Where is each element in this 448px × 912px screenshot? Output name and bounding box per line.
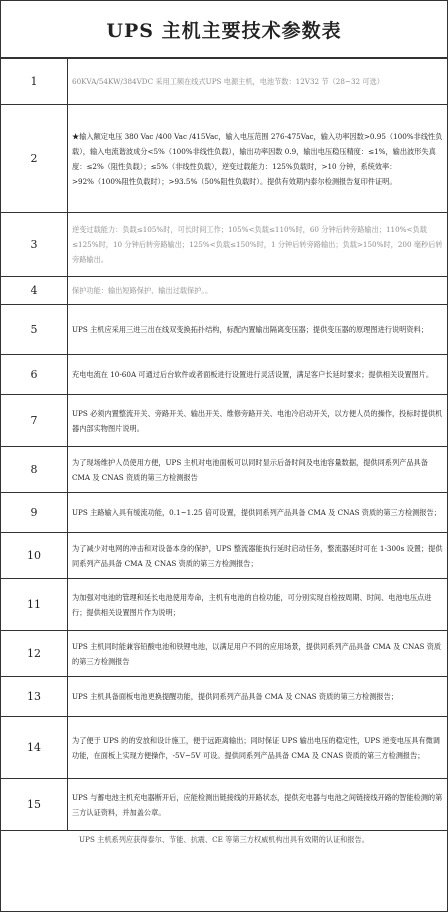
- row-spec-text: UPS 与蓄电池主机充电器断开后，应能检测出链接线的开路状态，提供充电器与电池之间链接线开路的智能检测的第三方认证资料，并加盖公章。: [68, 779, 448, 831]
- table-row: [1, 355, 447, 395]
- row-number: 6: [1, 355, 68, 395]
- table-row: [1, 631, 447, 677]
- table-row: [1, 579, 447, 631]
- row-spec-text: UPS 主机具备面板电池更换提醒功能，提供同系列产品具备 CMA 及 CNAS 资质的第三方检测报告；: [68, 677, 448, 717]
- row-number: 1: [1, 59, 68, 105]
- row-number: 14: [1, 717, 68, 779]
- row-spec-text: UPS 主路输入具有缓流功能，0.1~1.25 倍可设置，提供同系列产品具备 CMA 及 CNAS 资质的第三方检测报告；: [68, 493, 448, 533]
- row-spec-text: 为加强对电池的管理和延长电池使用寿命，主机有电池的自检功能，可分别实现自检按周期、时间、电池电压点进行；提供相关设置图片作为说明；: [68, 579, 448, 631]
- row-number: 5: [1, 305, 68, 355]
- table-row: [1, 677, 447, 717]
- row-spec-text: UPS 必须内置整流开关、旁路开关、输出开关、维修旁路开关、电池冷启动开关，以方便人员的操作，投标时提供机器内部实物图片说明。: [68, 395, 448, 447]
- table-row: [1, 395, 447, 447]
- page-title: UPS 主机主要技术参数表: [1, 1, 447, 58]
- table-row: [1, 59, 447, 105]
- table-row: [1, 105, 447, 213]
- row-spec-text: 逆变过载能力：负载≤105%时，可长时间工作；105%<负载≤110%时，60 分钟后转旁路输出；110%<负载≤125%时，10 分钟后转旁路输出；125%<负载≤150%时，1 分钟后转旁路输出；负载>150%时，200 毫秒后转旁路输出。: [68, 213, 448, 277]
- table-row: [1, 447, 447, 493]
- row-number: 8: [1, 447, 68, 493]
- row-spec-text: ★输入额定电压 380 Vac /400 Vac /415Vac，输入电压范围 276-475Vac，输入功率因数>0.95（100%非线性负载），输入电流谐波成分<5%（100%非线性负载），输出功率因数 0.9，输出电压稳压精度：≤1%，输出波形失真度：≤2%（阻性负载）；≤5%（非线性负载），逆变过载能力：125%负载时，>10 分钟，系统效率：>92%（100%阻性负载时）；>93.5%（50%阻性负载时）。提供有效期内泰尔检测报告复印件证明。: [68, 105, 448, 213]
- row-number: 4: [1, 277, 68, 305]
- row-spec-text: 为了便于 UPS 的的安放和设计施工，便于远距离输出；同时保证 UPS 输出电压的稳定性，UPS 逆变电压具有微调功能，在面板上实现方便操作，-5V~5V 可设。提供同系列产品具备 CMA 及 CNAS 资质的第三方检测报告；: [68, 717, 448, 779]
- table-row: [1, 305, 447, 355]
- row-spec-text: 保护功能：输出短路保护、输出过载保护。。: [68, 277, 448, 305]
- table-row: [1, 277, 447, 305]
- table-row: [1, 533, 447, 579]
- row-number: 10: [1, 533, 68, 579]
- row-number: 7: [1, 395, 68, 447]
- table-row: [1, 213, 447, 277]
- spec-table: [1, 58, 447, 831]
- footer-note: UPS 主机系列应获得泰尔、节能、抗震、CE 等第三方权威机构出具有效期的认证和报告。: [79, 835, 369, 844]
- row-number: 2: [1, 105, 68, 213]
- row-number: 13: [1, 677, 68, 717]
- row-spec-text: 60KVA/54KW/384VDC 采用工频在线式UPS 电源主机，电池节数：12V32 节（28~32 可选）: [68, 59, 448, 105]
- row-spec-text: UPS 主机同时能兼容铅酸电池和铁锂电池，以满足用户不同的应用场景，提供同系列产品具备 CMA 及 CNAS 资质的第三方检测报告: [68, 631, 448, 677]
- table-row: [1, 779, 447, 831]
- row-number: 9: [1, 493, 68, 533]
- row-number: 3: [1, 213, 68, 277]
- row-spec-text: 为了减少对电网的冲击和对设备本身的保护，UPS 整流器能执行延时启动任务，整流器延时可在 1-300s 设置；提供同系列产品具备 CMA 及 CNAS 资质的第三方检测报告；: [68, 533, 448, 579]
- table-row: [1, 717, 447, 779]
- row-number: 12: [1, 631, 68, 677]
- table-row: [1, 493, 447, 533]
- row-number: 11: [1, 579, 68, 631]
- row-spec-text: UPS 主机应采用三进三出在线双变换拓扑结构，标配内置输出隔离变压器；提供变压器的原理图进行说明资料；: [68, 305, 448, 355]
- row-number: 15: [1, 779, 68, 831]
- row-spec-text: 充电电流在 10-60A 可通过后台软件或者面板进行设置进行灵活设置，满足客户长延时要求；提供相关设置图片。: [68, 355, 448, 395]
- row-spec-text: 为了现场维护人员使用方便，UPS 主机对电池面板可以同时显示后备时间及电池容量数据，提供同系列产品具备 CMA 及 CNAS 资质的第三方检测报告: [68, 447, 448, 493]
